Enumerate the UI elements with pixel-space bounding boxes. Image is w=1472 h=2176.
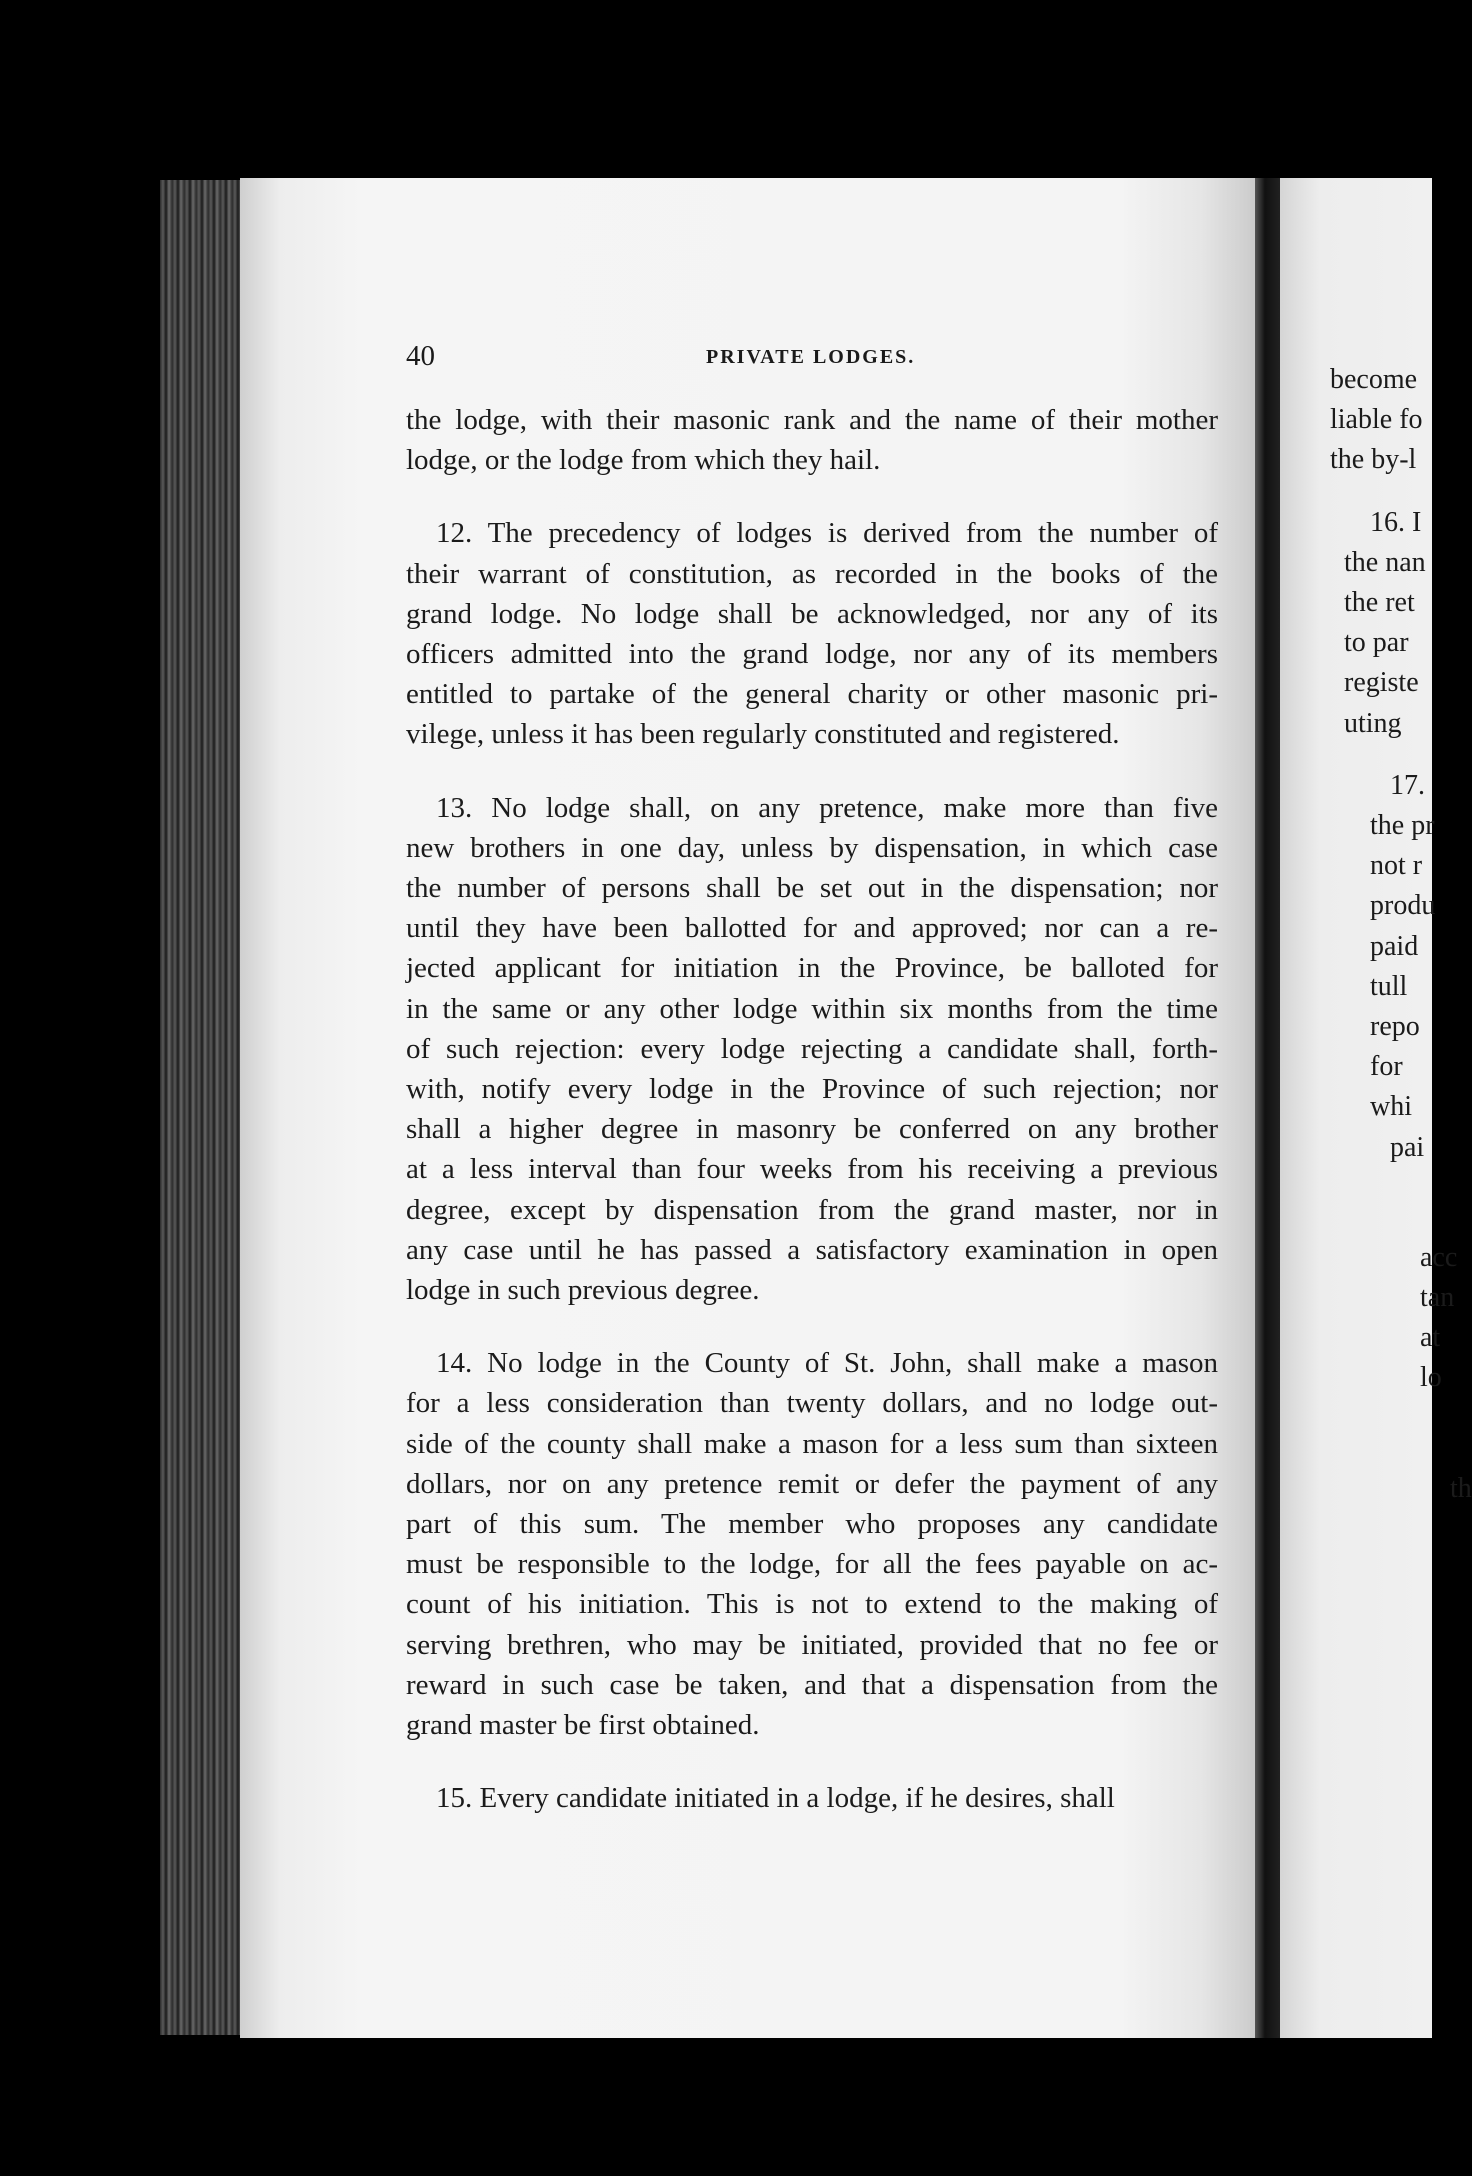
right-page-fragment: whi — [1370, 1091, 1412, 1123]
text-line: entitled to partake of the general charity or other masonic pri- — [406, 678, 1218, 711]
text-line: for a less consideration than twenty dollars, and no lodge out- — [406, 1387, 1218, 1420]
right-page-fragment: uting — [1344, 707, 1402, 739]
text-line: must be responsible to the lodge, for all the fees payable on ac- — [406, 1548, 1218, 1581]
paragraph — [406, 400, 1218, 480]
right-page-fragment: 17. — [1390, 769, 1425, 801]
right-page-fragment: registe — [1344, 667, 1419, 699]
text-line: officers admitted into the grand lodge, nor any of its members — [406, 638, 1218, 671]
right-page-fragment: the nan — [1344, 546, 1426, 578]
text-line: side of the county shall make a mason for a less sum than sixteen — [406, 1427, 1218, 1460]
text-line: any case until he has passed a satisfactory examination in open — [406, 1233, 1218, 1266]
right-page-fragment: become — [1330, 364, 1418, 395]
text-line: new brothers in one day, unless by dispensation, in which case — [406, 831, 1218, 864]
right-page-fragment: to par — [1344, 627, 1409, 659]
right-page-fragment: tull — [1370, 970, 1408, 1002]
right-page-fragment: the pr — [1370, 810, 1435, 842]
right-page-fragment: lo — [1420, 1362, 1442, 1394]
right-page-fragment: not r — [1370, 850, 1423, 882]
text-line: of such rejection: every lodge rejecting a candidate shall, forth- — [406, 1032, 1218, 1065]
text-line: their warrant of constitution, as recorded in the books of the — [406, 557, 1218, 590]
text-line: shall a higher degree in masonry be conferred on any brother — [406, 1113, 1218, 1146]
text-line: 15. Every candidate initiated in a lodge, if he desires, shall — [436, 1782, 1115, 1815]
right-page-fragment: at — [1420, 1322, 1441, 1354]
right-page-fragment: pai — [1390, 1131, 1425, 1163]
text-line: 13. No lodge shall, on any pretence, make more than five — [436, 791, 1218, 824]
text-line: 12. The precedency of lodges is derived from the number of — [436, 517, 1218, 550]
text-line: 14. No lodge in the County of St. John, shall make a mason — [436, 1347, 1218, 1380]
text-line: vilege, unless it has been regularly constituted and registered. — [406, 718, 1120, 751]
right-page-fragment: th — [1450, 1472, 1472, 1504]
text-line: in the same or any other lodge within six months from the time — [406, 992, 1218, 1025]
page-header — [406, 340, 1216, 380]
right-page-fragment: repo — [1370, 1011, 1420, 1043]
right-page-fragment: paid — [1370, 930, 1419, 962]
running-title: PRIVATE LODGES. — [706, 346, 916, 368]
right-page-fragment: liable fo — [1330, 404, 1423, 436]
right-page-fragment: for — [1370, 1051, 1403, 1083]
text-line: jected applicant for initiation in the Province, be balloted for — [406, 952, 1218, 985]
text-line: grand master be first obtained. — [406, 1709, 760, 1742]
text-line: at a less interval than four weeks from his receiving a previous — [406, 1153, 1218, 1186]
book-spine-edge — [160, 180, 245, 2035]
text-line: dollars, nor on any pretence remit or defer the payment of any — [406, 1467, 1218, 1500]
text-line: degree, except by dispensation from the grand master, nor in — [406, 1193, 1218, 1226]
paragraph — [406, 513, 1218, 754]
text-line: count of his initiation. This is not to extend to the making of — [406, 1588, 1218, 1621]
right-page-text — [1330, 360, 1472, 1509]
text-line: with, notify every lodge in the Province of such rejection; nor — [406, 1073, 1218, 1106]
book-gutter — [1255, 178, 1281, 2038]
text-line: lodge, or the lodge from which they hail. — [406, 444, 881, 477]
paragraph — [406, 1778, 1218, 1818]
right-page-fragment: produ — [1370, 890, 1436, 922]
text-line: the lodge, with their masonic rank and the name of their mother — [406, 404, 1218, 436]
text-line: reward in such case be taken, and that a dispensation from the — [406, 1668, 1218, 1701]
right-page-fragment: the by-l — [1330, 444, 1417, 476]
text-line: part of this sum. The member who proposes any candidate — [406, 1508, 1218, 1541]
text-line: until they have been ballotted for and approved; nor can a re- — [406, 912, 1218, 945]
right-page-fragment: 16. I — [1370, 506, 1422, 538]
text-line: the number of persons shall be set out in the dispensation; nor — [406, 872, 1218, 905]
right-page-fragment: acc — [1420, 1241, 1458, 1273]
page-body — [406, 400, 1218, 1852]
text-line: lodge in such previous degree. — [406, 1274, 760, 1307]
page-number: 40 — [406, 340, 435, 372]
text-line: serving brethren, who may be initiated, provided that no fee or — [406, 1628, 1218, 1661]
paragraph — [406, 788, 1218, 1311]
paragraph — [406, 1343, 1218, 1745]
right-page-fragment: the ret — [1344, 587, 1415, 619]
text-line: grand lodge. No lodge shall be acknowledged, nor any of its — [406, 597, 1218, 630]
right-page-fragment: tan — [1420, 1282, 1455, 1314]
